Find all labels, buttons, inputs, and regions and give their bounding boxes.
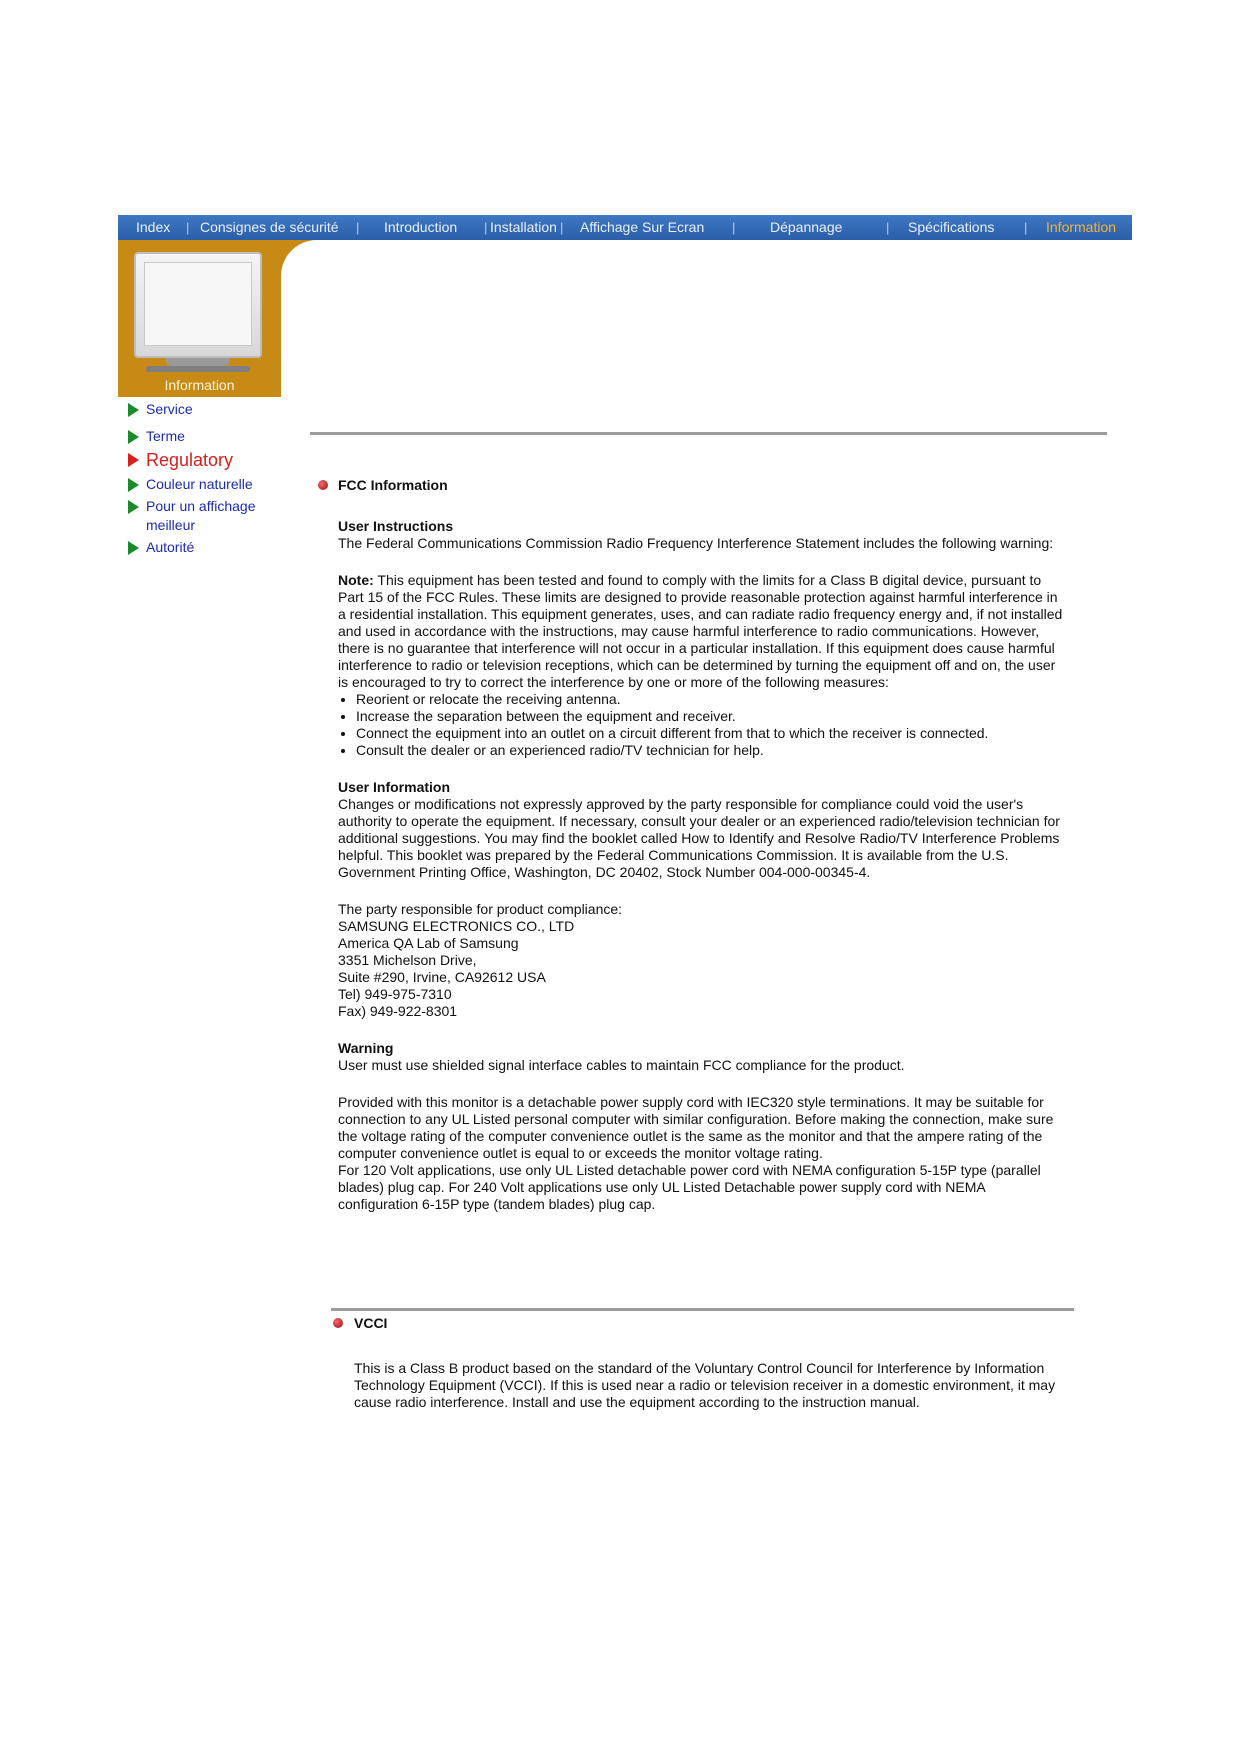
vcci-text: This is a Class B product based on the standard of the Voluntary Control Council for Interference by Information Technology Equipment (VCCI). If this is used near a radio or television receiver in a domestic environment, it may cause radio interference. Install and use the equipment according to the instruction manual. (354, 1360, 1056, 1410)
nav-separator: | (356, 220, 360, 235)
note-paragraph (338, 572, 1068, 691)
power-cord-p1: Provided with this monitor is a detachable power supply cord with IEC320 style terminations. It may be suitable for connection to any UL Listed personal computer with similar configuration. Before making the connection, make sure the voltage rating of the computer convenience outlet is the same as the monitor and that the ampere rating of the computer convenience outlet is equal to or exceeds the monitor voltage rating. (338, 1094, 1054, 1161)
section-logo (118, 240, 281, 397)
responsible-lab: America QA Lab of Samsung (338, 935, 519, 951)
sidenav-item-couleur[interactable] (126, 475, 286, 494)
user-information-heading: User Information (338, 779, 451, 795)
sidenav-label: Couleur naturelle (146, 476, 253, 492)
monitor-illustration (134, 252, 262, 358)
responsible-party (338, 901, 1068, 1020)
nav-installation[interactable]: Installation (490, 219, 557, 235)
sidenav-label: Regulatory (146, 450, 234, 470)
power-cord-block (338, 1094, 1068, 1213)
list-item: • Reorient or relocate the receiving antenna. (356, 691, 1068, 708)
responsible-intro: The party responsible for product compliance: (338, 901, 623, 917)
nav-introduction[interactable]: Introduction (384, 219, 458, 235)
nav-specifications[interactable]: Spécifications (908, 219, 995, 235)
monitor-screen (144, 262, 252, 346)
arrow-icon (128, 430, 139, 444)
logo-swoosh (281, 240, 317, 276)
bullet-icon (318, 480, 328, 490)
note-block (338, 572, 1068, 759)
nav-depannage[interactable]: Dépannage (770, 219, 843, 235)
nav-separator: | (560, 220, 564, 235)
nav-index[interactable]: Index (136, 219, 171, 235)
arrow-icon (128, 403, 139, 417)
nav-separator: | (484, 220, 488, 235)
section-label: Information (164, 377, 235, 393)
divider (331, 1308, 1074, 1311)
responsible-company: SAMSUNG ELECTRONICS CO., LTD (338, 918, 575, 934)
warning-block (338, 1040, 1068, 1074)
list-item: • Consult the dealer or an experienced radio/TV technician for help. (356, 742, 1068, 759)
sidenav-item-terme[interactable] (126, 427, 286, 446)
arrow-icon (128, 478, 139, 492)
sidenav-item-autorite[interactable] (126, 538, 286, 557)
user-information (338, 779, 1068, 881)
list-item: • Connect the equipment into an outlet on a circuit different from that to which the receiver is connected. (356, 725, 1068, 742)
bullet-icon (333, 1318, 343, 1328)
responsible-city: Suite #290, Irvine, CA92612 USA (338, 969, 546, 985)
user-information-text: Changes or modifications not expressly approved by the party responsible for compliance could void the user's authority to operate the equipment. If necessary, consult your dealer or an experienced radio/television technician for additional suggestions. You may find the booklet called How to Identify and Resolve Radio/TV Interference Problems helpful. This booklet was prepared by the Federal Communications Commission. It is available from the U.S. Government Printing Office, Washington, DC 20402, Stock Number 004-000-00345-4. (338, 796, 1060, 880)
user-instructions-heading: User Instructions (338, 518, 454, 534)
nav-separator: | (186, 220, 190, 235)
fcc-content (338, 518, 1068, 1233)
user-instructions (338, 518, 1068, 552)
arrow-icon (128, 500, 139, 514)
warning-text: User must use shielded signal interface cables to maintain FCC compliance for the product. (338, 1057, 905, 1073)
responsible-fax: Fax) 949-922-8301 (338, 1003, 458, 1019)
nav-consignes[interactable]: Consignes de sécurité (200, 219, 339, 235)
divider (310, 432, 1107, 435)
nav-affichage[interactable]: Affichage Sur Ecran (580, 219, 705, 235)
sidenav-label: Pour un affichage meilleur (146, 498, 256, 533)
responsible-street: 3351 Michelson Drive, (338, 952, 477, 968)
sidenav-item-regulatory[interactable] (126, 448, 286, 472)
fcc-title: FCC Information (338, 477, 448, 493)
note-text: This equipment has been tested and found to comply with the limits for a Class B digital device, pursuant to Part 15 of the FCC Rules. These limits are designed to provide reasonable protection against harmful interference in a residential installation. This equipment generates, uses, and can radiate radio frequency energy and, if not installed and used in accordance with the instructions, may cause harmful interference to radio communications. However, there is no guarantee that interference will not occur in a particular installation. If this equipment does cause harmful interference to radio or television receptions, which can be determined by turning the equipment off and on, the user is encouraged to try to correct the interference by one or more of the following measures: (338, 572, 1063, 690)
nav-information[interactable]: Information (1046, 219, 1117, 235)
power-cord-p2: For 120 Volt applications, use only UL Listed detachable power cord with NEMA configuration 5-15P type (parallel blades) plug cap. For 240 Volt applications use only UL Listed Detachable power supply cord with NEMA configuration 6-15P type (tandem blades) plug cap. (338, 1162, 1041, 1212)
list-item: • Increase the separation between the equipment and receiver. (356, 708, 1068, 725)
sidenav-label: Terme (146, 428, 185, 444)
vcci-title: VCCI (354, 1315, 388, 1331)
top-navigation (118, 215, 1132, 240)
note-label: Note: (338, 572, 374, 588)
arrow-icon (128, 541, 139, 555)
sidenav-item-service[interactable] (126, 400, 286, 419)
monitor-base (146, 366, 250, 372)
arrow-icon (128, 453, 139, 467)
sidenav-item-affichage[interactable] (126, 497, 266, 535)
nav-separator: | (732, 220, 736, 235)
measures-list (338, 691, 1068, 759)
user-instructions-intro: The Federal Communications Commission Radio Frequency Interference Statement includes the following warning: (338, 535, 1054, 551)
sidenav-label: Service (146, 401, 193, 417)
monitor-stand (166, 358, 230, 366)
sidenav-label: Autorité (146, 539, 195, 555)
responsible-tel: Tel) 949-975-7310 (338, 986, 452, 1002)
warning-heading: Warning (338, 1040, 394, 1056)
side-navigation (126, 400, 286, 557)
nav-separator: | (1024, 220, 1028, 235)
nav-separator: | (886, 220, 890, 235)
